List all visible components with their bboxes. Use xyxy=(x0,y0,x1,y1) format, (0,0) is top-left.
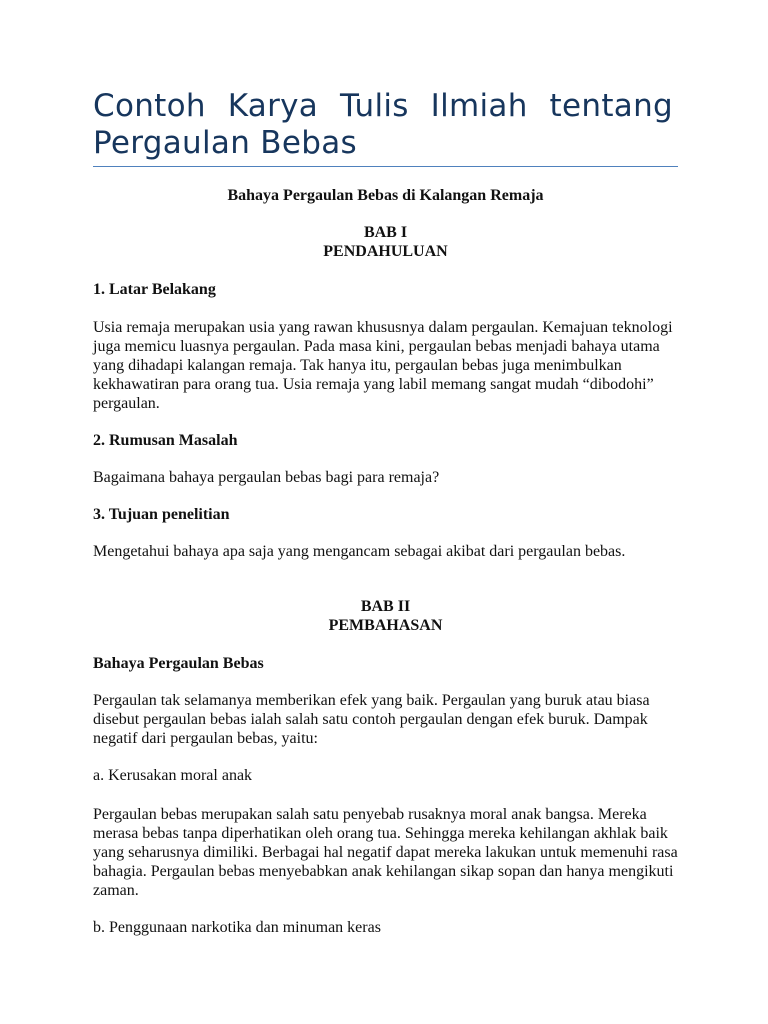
document-subtitle: Bahaya Pergaulan Bebas di Kalangan Remaja xyxy=(227,187,544,204)
paragraph-rumusan-masalah: Bagaimana bahaya pergaulan bebas bagi para remaja? xyxy=(93,469,440,486)
heading-latar-belakang: 1. Latar Belakang xyxy=(93,281,216,298)
paragraph-tujuan-penelitian: Mengetahui bahaya apa saja yang mengancam sebagai akibat dari pergaulan bebas. xyxy=(93,543,626,560)
document-title: Contoh Karya Tulis Ilmiah tentang Pergaulan Bebas xyxy=(93,88,673,161)
bab2-number: BAB II xyxy=(360,598,411,615)
paragraph-latar-belakang: Usia remaja merupakan usia yang rawan khususnya dalam pergaulan. Kemajuan teknologi juga memicu luasnya pergaulan. Pada masa kini, pergaulan bebas menjadi bahaya utama yang dihadapi kalangan remaja. Tak hanya itu, pergaulan bebas juga menimbulkan kekhawatiran para orang tua. Usia remaja yang labil memang sangat mudah “dibodohi” pergaulan. xyxy=(93,319,673,412)
heading-tujuan-penelitian: 3. Tujuan penelitian xyxy=(93,506,230,523)
title-underline xyxy=(93,166,678,167)
bab2-name: PEMBAHASAN xyxy=(328,617,443,634)
heading-rumusan-masalah: 2. Rumusan Masalah xyxy=(93,432,238,449)
point-a-heading: a. Kerusakan moral anak xyxy=(93,767,253,784)
bab1-number: BAB I xyxy=(363,224,408,241)
bab1-name: PENDAHULUAN xyxy=(323,243,448,260)
paragraph-pembahasan-intro: Pergaulan tak selamanya memberikan efek yang baik. Pergaulan yang buruk atau biasa disebut pergaulan bebas ialah salah satu contoh pergaulan dengan efek buruk. Dampak negatif dari pergaulan bebas, yaitu: xyxy=(93,692,650,747)
paragraph-point-a: Pergaulan bebas merupakan salah satu penyebab rusaknya moral anak bangsa. Mereka merasa bebas tanpa diperhatikan oleh orang tua. Sehingga mereka kehilangan akhlak baik yang seharusnya dimiliki. Berbagai hal negatif dapat mereka lakukan untuk memenuhi rasa bahagia. Pergaulan bebas menyebabkan anak kehilangan sikap sopan dan hanya mengikuti zaman. xyxy=(93,806,678,899)
heading-bahaya-pergaulan: Bahaya Pergaulan Bebas xyxy=(93,655,264,672)
point-b-heading: b. Penggunaan narkotika dan minuman keras xyxy=(93,919,381,936)
